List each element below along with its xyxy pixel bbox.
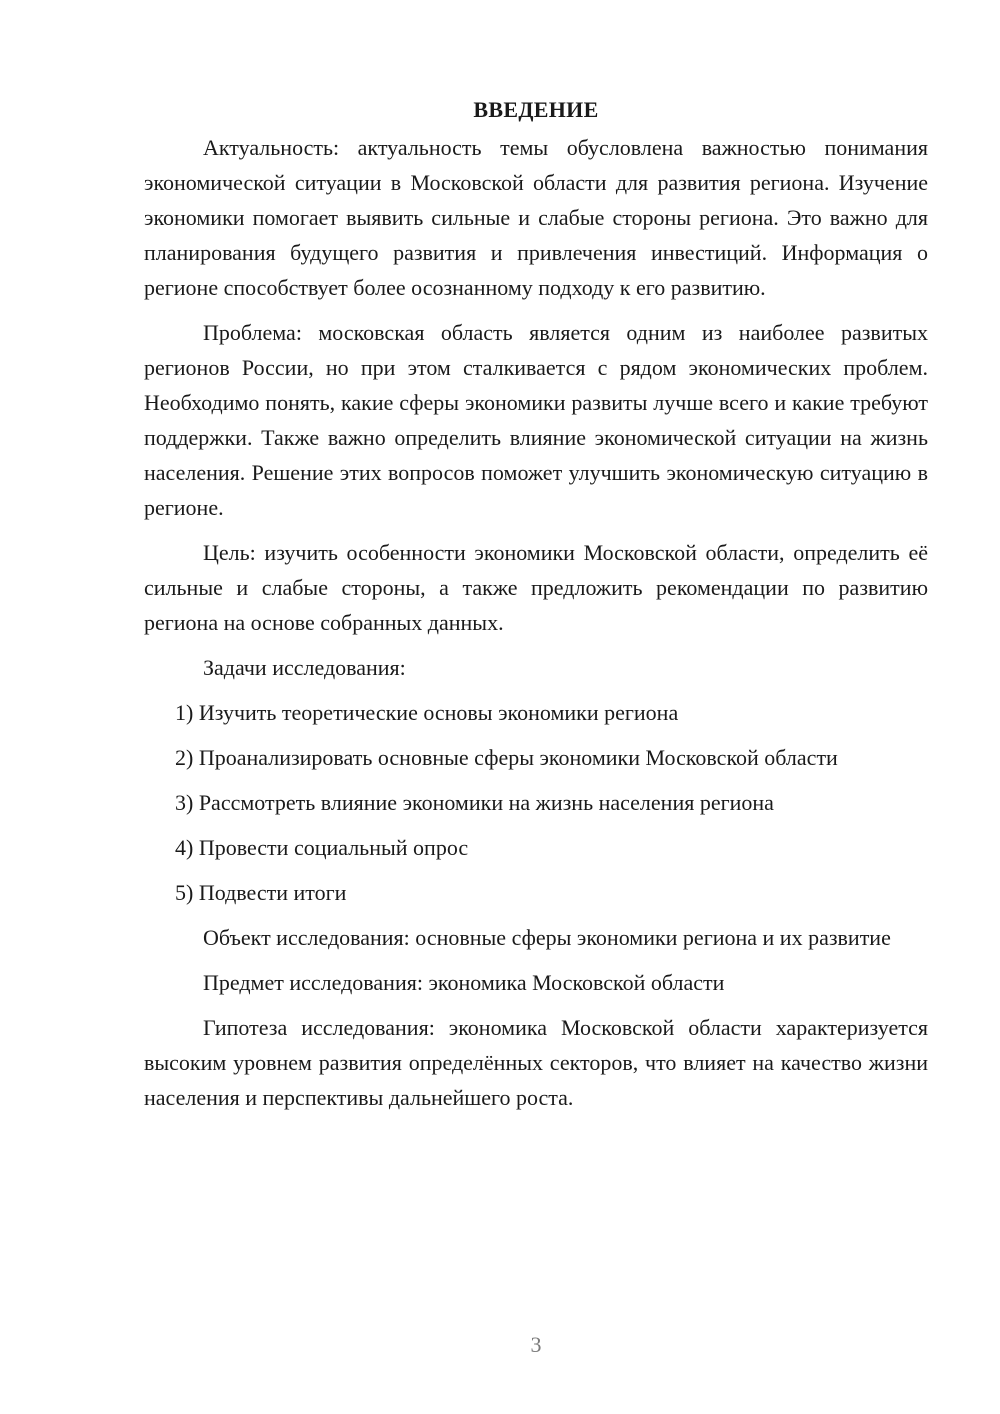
task-item-2: 2) Проанализировать основные сферы экономики Московской области [175,745,838,770]
task-item-3: 3) Рассмотреть влияние экономики на жизнь населения региона [175,790,774,815]
paragraph-tasks-heading: Задачи исследования: [203,655,406,680]
page-number: 3 [530,1332,542,1357]
task-item-5: 5) Подвести итоги [175,880,347,905]
page-title: ВВЕДЕНИЕ [473,97,599,122]
paragraph-object: Объект исследования: основные сферы экономики региона и их развитие [203,925,891,950]
paragraph-goal: Цель: изучить особенности экономики Московской области, определить её сильные и слабые стороны, а также предложить рекомендации по развитию региона на основе собранных данных. [144,540,928,635]
task-item-4: 4) Провести социальный опрос [175,835,469,860]
paragraph-hypothesis: Гипотеза исследования: экономика Московской области характеризуется высоким уровнем развития определённых секторов, что влияет на качество жизни населения и перспективы дальнейшего роста. [144,1015,928,1110]
paragraph-problem: Проблема: московская область является одним из наиболее развитых регионов России, но при этом сталкивается с рядом экономических проблем. Необходимо понять, какие сферы экономики развиты лучше всего и какие требуют поддержки. Также важно определить влияние экономической ситуации на жизнь населения. Решение этих вопросов поможет улучшить экономическую ситуацию в регионе. [144,320,928,520]
paragraph-relevance: Актуальность: актуальность темы обусловлена важностью понимания экономической ситуации в Московской области для развития региона. Изучение экономики помогает выявить сильные и слабые стороны региона. Это важно для планирования будущего развития и привлечения инвестиций. Информация о регионе способствует более осознанному подходу к его развитию. [144,135,928,300]
task-item-1: 1) Изучить теоретические основы экономики региона [175,700,679,725]
paragraph-subject: Предмет исследования: экономика Московской области [203,970,725,995]
document-page [144,92,928,1125]
